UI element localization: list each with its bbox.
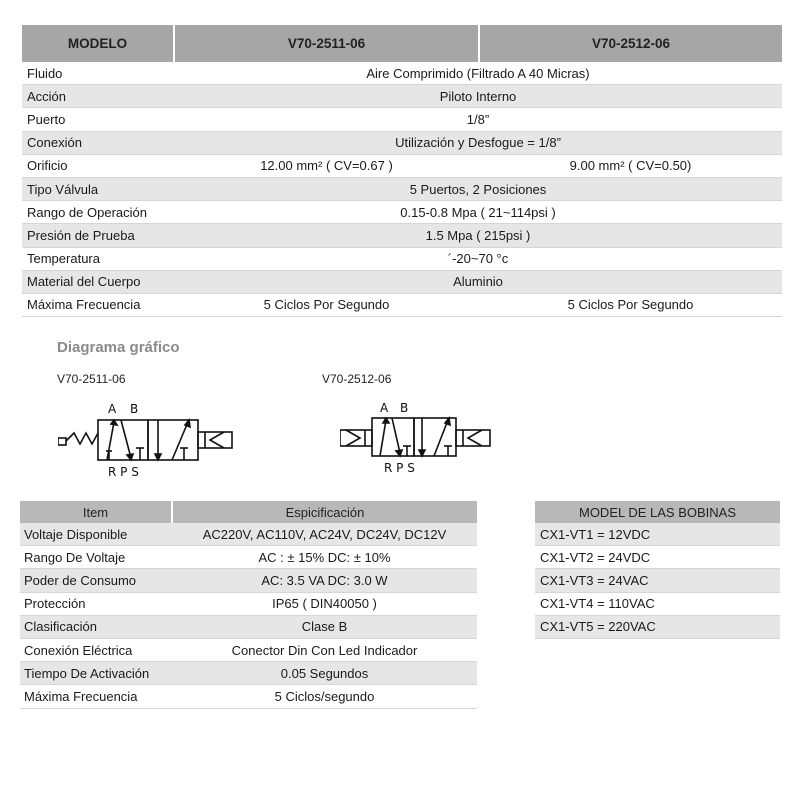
valve1-symbol-icon bbox=[58, 398, 243, 480]
valve1-port-b: B bbox=[130, 402, 139, 416]
spec-table bbox=[22, 25, 782, 317]
row-label: Puerto bbox=[22, 108, 174, 131]
row-value: Clase B bbox=[172, 615, 477, 638]
row-label: Conexión bbox=[22, 131, 174, 154]
valve1-ports-bottom: R P S bbox=[108, 465, 139, 479]
row-label: Rango de Operación bbox=[22, 201, 174, 224]
row-value: AC220V, AC110V, AC24V, DC24V, DC12V bbox=[172, 523, 477, 546]
coil-model-table bbox=[535, 501, 780, 639]
table-row bbox=[20, 546, 477, 569]
coil-header: MODEL DE LAS BOBINAS bbox=[535, 501, 780, 523]
row-value: AC : ± 15% DC: ± 10% bbox=[172, 546, 477, 569]
table-row bbox=[20, 638, 477, 661]
row-value: 5 Ciclos/segundo bbox=[172, 685, 477, 708]
row-value-v1: 5 Ciclos Por Segundo bbox=[174, 293, 479, 316]
table-row bbox=[22, 293, 782, 316]
spec-header-model: MODELO bbox=[22, 25, 174, 62]
coil-item: CX1-VT2 = 24VDC bbox=[535, 546, 780, 569]
table-row bbox=[22, 85, 782, 108]
valve2-ports-bottom: R P S bbox=[384, 461, 415, 475]
table-row bbox=[22, 177, 782, 200]
valve1-port-a: A bbox=[108, 402, 117, 416]
row-label: Orificio bbox=[22, 154, 174, 177]
table-row bbox=[22, 224, 782, 247]
row-value: IP65 ( DIN40050 ) bbox=[172, 592, 477, 615]
table-row bbox=[22, 131, 782, 154]
row-label: Acción bbox=[22, 85, 174, 108]
row-label: Presión de Prueba bbox=[22, 224, 174, 247]
table-row bbox=[22, 247, 782, 270]
table-row bbox=[22, 62, 782, 85]
row-value-v2: 5 Ciclos Por Segundo bbox=[479, 293, 782, 316]
row-value: 0.15-0.8 Mpa ( 21~114psi ) bbox=[174, 201, 782, 224]
coil-header-row bbox=[535, 501, 780, 523]
table-row bbox=[20, 615, 477, 638]
row-label: Tiempo De Activación bbox=[20, 662, 172, 685]
row-value: Piloto Interno bbox=[174, 85, 782, 108]
spec-header-v1: V70-2511-06 bbox=[174, 25, 479, 62]
table-row bbox=[20, 523, 477, 546]
row-label: Temperatura bbox=[22, 247, 174, 270]
row-label: Rango De Voltaje bbox=[20, 546, 172, 569]
coil-item: CX1-VT4 = 110VAC bbox=[535, 592, 780, 615]
row-value-v1: 12.00 mm² ( CV=0.67 ) bbox=[174, 154, 479, 177]
coil-item: CX1-VT1 = 12VDC bbox=[535, 523, 780, 546]
row-value: Conector Din Con Led Indicador bbox=[172, 638, 477, 661]
row-label: Voltaje Disponible bbox=[20, 523, 172, 546]
table-row bbox=[22, 201, 782, 224]
row-value: 5 Puertos, 2 Posiciones bbox=[174, 177, 782, 200]
row-label: Poder de Consumo bbox=[20, 569, 172, 592]
row-label: Protección bbox=[20, 592, 172, 615]
valve2-label: V70-2512-06 bbox=[322, 372, 392, 386]
row-label: Máxima Frecuencia bbox=[20, 685, 172, 708]
table-row bbox=[535, 592, 780, 615]
elec-header-item: Item bbox=[20, 501, 172, 523]
row-value: 0.05 Segundos bbox=[172, 662, 477, 685]
table-row bbox=[20, 662, 477, 685]
diagram-title: Diagrama gráfico bbox=[57, 339, 180, 356]
row-label: Material del Cuerpo bbox=[22, 270, 174, 293]
row-value: Aluminio bbox=[174, 270, 782, 293]
row-value: 1/8” bbox=[174, 108, 782, 131]
valve2-port-b: B bbox=[400, 401, 409, 415]
row-value: Aire Comprimido (Filtrado A 40 Micras) bbox=[174, 62, 782, 85]
row-label: Clasificación bbox=[20, 615, 172, 638]
valve1-label: V70-2511-06 bbox=[57, 372, 126, 386]
table-row bbox=[20, 592, 477, 615]
row-value-v2: 9.00 mm² ( CV=0.50) bbox=[479, 154, 782, 177]
row-label: Máxima Frecuencia bbox=[22, 293, 174, 316]
table-row bbox=[535, 523, 780, 546]
coil-item: CX1-VT3 = 24VAC bbox=[535, 569, 780, 592]
table-row bbox=[20, 685, 477, 708]
spec-header-row bbox=[22, 25, 782, 62]
valve2-port-a: A bbox=[380, 401, 389, 415]
spec-header-v2: V70-2512-06 bbox=[479, 25, 782, 62]
electrical-spec-table bbox=[20, 501, 477, 709]
valve2-symbol-icon bbox=[340, 398, 500, 480]
row-label: Fluido bbox=[22, 62, 174, 85]
elec-header-spec: Espicificación bbox=[172, 501, 477, 523]
table-row bbox=[22, 108, 782, 131]
table-row bbox=[535, 615, 780, 638]
table-row bbox=[535, 546, 780, 569]
row-value: ´-20~70 °c bbox=[174, 247, 782, 270]
table-row bbox=[20, 569, 477, 592]
table-row bbox=[22, 154, 782, 177]
row-label: Tipo Válvula bbox=[22, 177, 174, 200]
row-label: Conexión Eléctrica bbox=[20, 638, 172, 661]
coil-item: CX1-VT5 = 220VAC bbox=[535, 615, 780, 638]
table-row bbox=[535, 569, 780, 592]
row-value: 1.5 Mpa ( 215psi ) bbox=[174, 224, 782, 247]
row-value: Utilización y Desfogue = 1/8” bbox=[174, 131, 782, 154]
elec-header-row bbox=[20, 501, 477, 523]
table-row bbox=[22, 270, 782, 293]
row-value: AC: 3.5 VA DC: 3.0 W bbox=[172, 569, 477, 592]
